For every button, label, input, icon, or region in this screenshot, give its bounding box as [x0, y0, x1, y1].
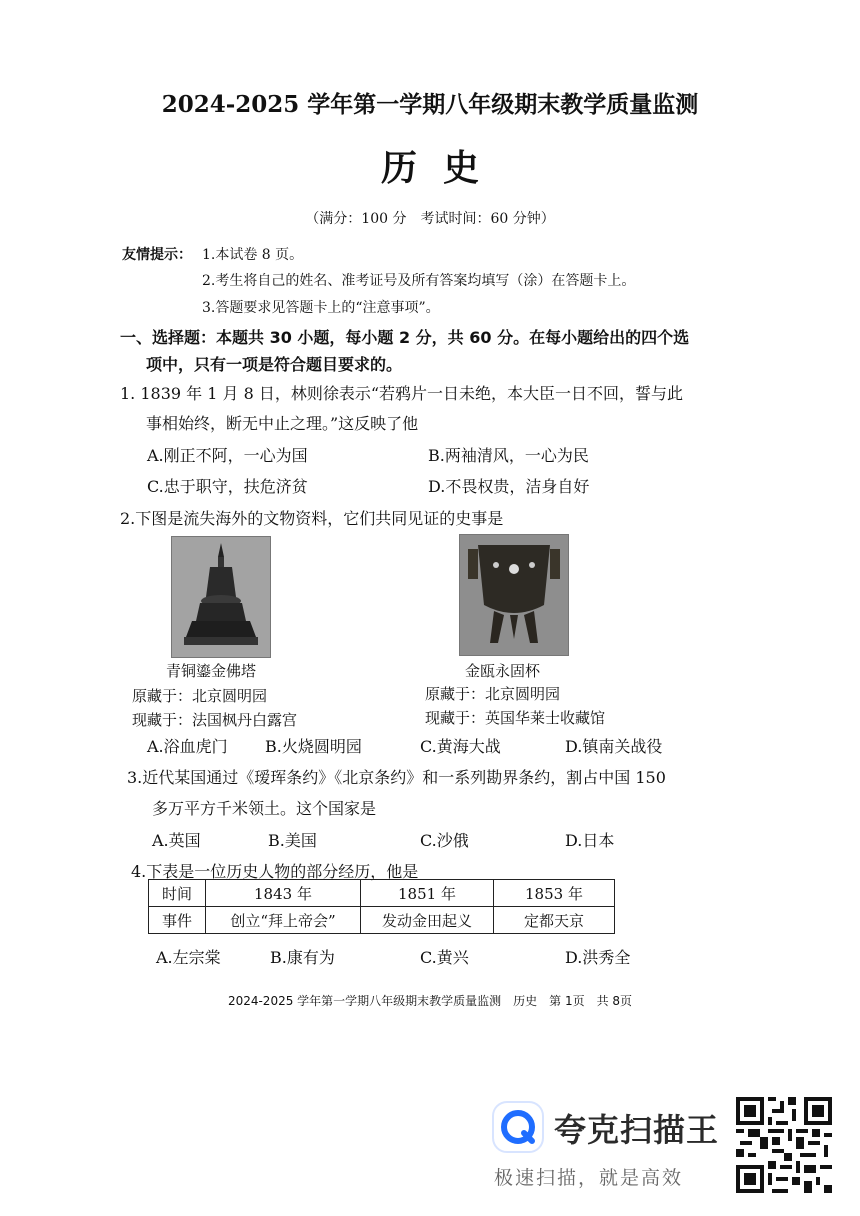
- subject-title: 历史: [380, 147, 505, 189]
- table-row: [149, 880, 615, 907]
- q4-option-d: D.洪秀全: [565, 948, 631, 967]
- q2-option-d: D.镇南关战役: [565, 737, 663, 756]
- table-cell: 时间: [149, 880, 206, 907]
- question-1-stem-cont: 事相始终，断无中止之理。”这反映了他: [146, 414, 419, 433]
- tips-label: 友情提示：: [122, 247, 192, 263]
- table-cell: 发动金田起义: [361, 907, 494, 934]
- q1-option-b: B.两袖清风，一心为民: [428, 446, 589, 465]
- artifact-1-current: 现藏于：法国枫丹白露宫: [132, 711, 298, 729]
- bronze-pagoda-photo: [171, 536, 271, 658]
- qr-code-icon: [736, 1097, 832, 1193]
- q2-option-c: C.黄海大战: [420, 737, 501, 756]
- q1-option-a: A.刚正不阿，一心为国: [147, 446, 308, 465]
- q2-option-a: A.浴血虎门: [147, 737, 228, 756]
- q4-option-b: B.康有为: [270, 948, 335, 967]
- brand-slogan: 极速扫描，就是高效: [494, 1167, 684, 1189]
- tip-item: 1.本试卷 8 页。: [202, 247, 304, 263]
- quark-logo-icon: [492, 1101, 544, 1153]
- tip-item: 2.考生将自己的姓名、准考证号及所有答案均填写（涂）在答题卡上。: [202, 273, 636, 289]
- page-footer: 2024-2025 学年第一学期八年级期末教学质量监测 历史 第 1页 共 8页: [227, 994, 633, 1008]
- q1-option-d: D.不畏权贵，洁身自好: [428, 477, 590, 496]
- question-1-stem: 1. 1839 年 1 月 8 日，林则徐表示“若鸦片一日未绝，本大臣一日不回，誓与此: [120, 384, 684, 403]
- artifact-1-origin: 原藏于：北京圆明园: [132, 687, 268, 705]
- scanner-watermark: [492, 1097, 842, 1197]
- question-3-stem-cont: 多万平方千米领土。这个国家是: [152, 799, 377, 818]
- q3-option-c: C.沙俄: [420, 831, 469, 850]
- table-cell: 定都天京: [494, 907, 615, 934]
- artifact-2-origin: 原藏于：北京圆明园: [425, 685, 561, 703]
- q3-option-b: B.美国: [268, 831, 317, 850]
- exam-title: 2024-2025 学年第一学期八年级期末教学质量监测: [161, 91, 699, 118]
- artifact-2-name: 金瓯永固杯: [465, 662, 541, 680]
- q4-option-a: A.左宗棠: [156, 948, 221, 967]
- q2-option-b: B.火烧圆明园: [265, 737, 362, 756]
- table-cell: 创立“拜上帝会”: [206, 907, 361, 934]
- q3-option-a: A.英国: [152, 831, 201, 850]
- q3-option-d: D.日本: [565, 831, 615, 850]
- table-cell: 事件: [149, 907, 206, 934]
- section-heading-cont: 项中，只有一项是符合题目要求的。: [146, 355, 403, 374]
- q1-option-c: C.忠于职守，扶危济贫: [147, 477, 308, 496]
- table-cell: 1843 年: [206, 880, 361, 907]
- tip-item: 3.答题要求见答题卡上的“注意事项”。: [202, 300, 440, 316]
- history-event-table: [148, 879, 615, 934]
- brand-name: 夸克扫描王: [554, 1111, 720, 1149]
- q4-option-c: C.黄兴: [420, 948, 469, 967]
- section-heading: 一、选择题：本题共 30 小题，每小题 2 分，共 60 分。在每小题给出的四个选: [120, 328, 690, 347]
- artifact-1-name: 青铜鎏金佛塔: [166, 662, 257, 680]
- table-cell: 1851 年: [361, 880, 494, 907]
- table-row: [149, 907, 615, 934]
- question-4-stem: 4.下表是一位历史人物的部分经历，他是: [131, 862, 419, 881]
- score-info: （满分：100 分 考试时间：60 分钟）: [305, 211, 555, 227]
- gold-cup-photo: [459, 534, 569, 656]
- artifact-2-current: 现藏于：英国华莱士收藏馆: [425, 709, 606, 727]
- question-3-stem: 3.近代某国通过《瑷珲条约》《北京条约》和一系列勘界条约，割占中国 150: [127, 768, 666, 787]
- table-cell: 1853 年: [494, 880, 615, 907]
- question-2-stem: 2.下图是流失海外的文物资料，它们共同见证的史事是: [120, 509, 504, 528]
